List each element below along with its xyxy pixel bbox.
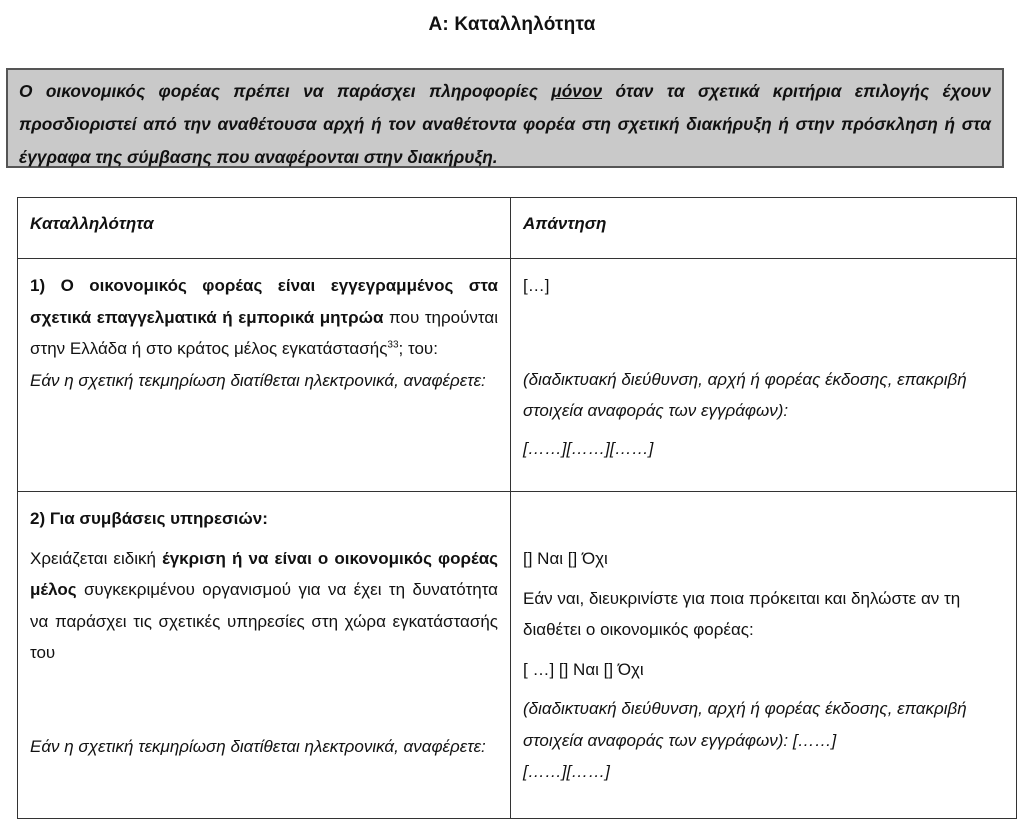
- row1-criterion-bold: 1) Ο οικονομικός φορέας είναι εγγεγραμμένος στα σχετικά επαγγελματικά ή εμπορικά μητρώα: [30, 276, 498, 327]
- row1-criterion-text: [30, 270, 498, 365]
- row1-criterion-tail: ; του:: [398, 339, 438, 358]
- row2-answer-cell: [511, 492, 1017, 819]
- notice-text-part1: Ο οικονομικός φορέας πρέπει να παράσχει πληροφορίες: [19, 81, 552, 101]
- table-row: [18, 492, 1017, 819]
- row2-yes-no-options-2[interactable]: [ …] [] Ναι [] Όχι: [523, 659, 644, 679]
- header-suitability: Καταλληλότητα: [18, 198, 511, 259]
- row1-electronic-note: Εάν η σχετική τεκμηρίωση διατίθεται ηλεκτρονικά, αναφέρετε:: [30, 370, 486, 390]
- notice-box: [6, 68, 1004, 168]
- row2-text-1: Χρειάζεται ειδική: [30, 548, 163, 568]
- header-answer: Απάντηση: [511, 198, 1017, 259]
- row1-criterion-cell: [18, 259, 511, 492]
- row1-reference-instructions: (διαδικτυακή διεύθυνση, αρχή ή φορέας έκδοσης, επακριβή στοιχεία αναφοράς των εγγράφων):: [523, 369, 967, 420]
- row2-criterion-cell: [18, 492, 511, 819]
- row1-answer-cell: [511, 259, 1017, 492]
- row2-spacer: [30, 669, 498, 731]
- row1-spacer: [523, 302, 1004, 364]
- row2-electronic-note: Εάν η σχετική τεκμηρίωση διατίθεται ηλεκτρονικά, αναφέρετε:: [30, 736, 486, 756]
- row1-reference-fields[interactable]: [……][……][……]: [523, 438, 654, 458]
- table-header-row: [18, 198, 1017, 259]
- suitability-table: [17, 197, 1017, 819]
- row2-criterion-text: [30, 543, 498, 669]
- row2-clarify-question: Εάν ναι, διευκρινίστε για ποια πρόκειται και δηλώστε αν τη διαθέτει ο οικονομικός φορέας:: [523, 588, 961, 639]
- row1-criterion-normal: που τηρούνται στην Ελλάδα ή στο κράτος μέλος εγκατάστασής: [30, 307, 498, 358]
- row2-heading: 2) Για συμβάσεις υπηρεσιών:: [30, 509, 268, 528]
- row2-top-spacer: [523, 503, 1004, 543]
- row2-reference-instructions: (διαδικτυακή διεύθυνση, αρχή ή φορέας έκδοσης, επακριβή στοιχεία αναφοράς των εγγράφων): [……]: [523, 699, 967, 750]
- notice-underlined-word: μόνον: [551, 81, 603, 101]
- footnote-ref: 33: [387, 339, 399, 351]
- row1-answer-placeholder[interactable]: […]: [523, 276, 550, 295]
- row2-reference-fields[interactable]: [……][……]: [523, 762, 610, 781]
- table-row: [18, 259, 1017, 492]
- row2-yes-no-options[interactable]: [] Ναι [] Όχι: [523, 549, 608, 568]
- notice-text-part2: όταν τα σχετικά κριτήρια επιλογής έχουν προσδιοριστεί από την αναθέτουσα αρχή ή τον αναθέτοντα φορέα στη σχετική διακήρυξη ή στην πρόσκληση ή στα έγγραφα της σύμβασης που αναφέρονται στην διακήρυξη.: [19, 81, 991, 167]
- row2-bold-text: έγκριση ή να είναι ο οικονομικός φορέας μέλος: [30, 548, 499, 599]
- page-title: Α: Καταλληλότητα: [428, 14, 596, 35]
- row2-text-2: συγκεκριμένου οργανισμού για να έχει τη δυνατότητα να παράσχει τις σχετικές υπηρεσίες στη χώρα εγκατάστασής του: [30, 580, 498, 662]
